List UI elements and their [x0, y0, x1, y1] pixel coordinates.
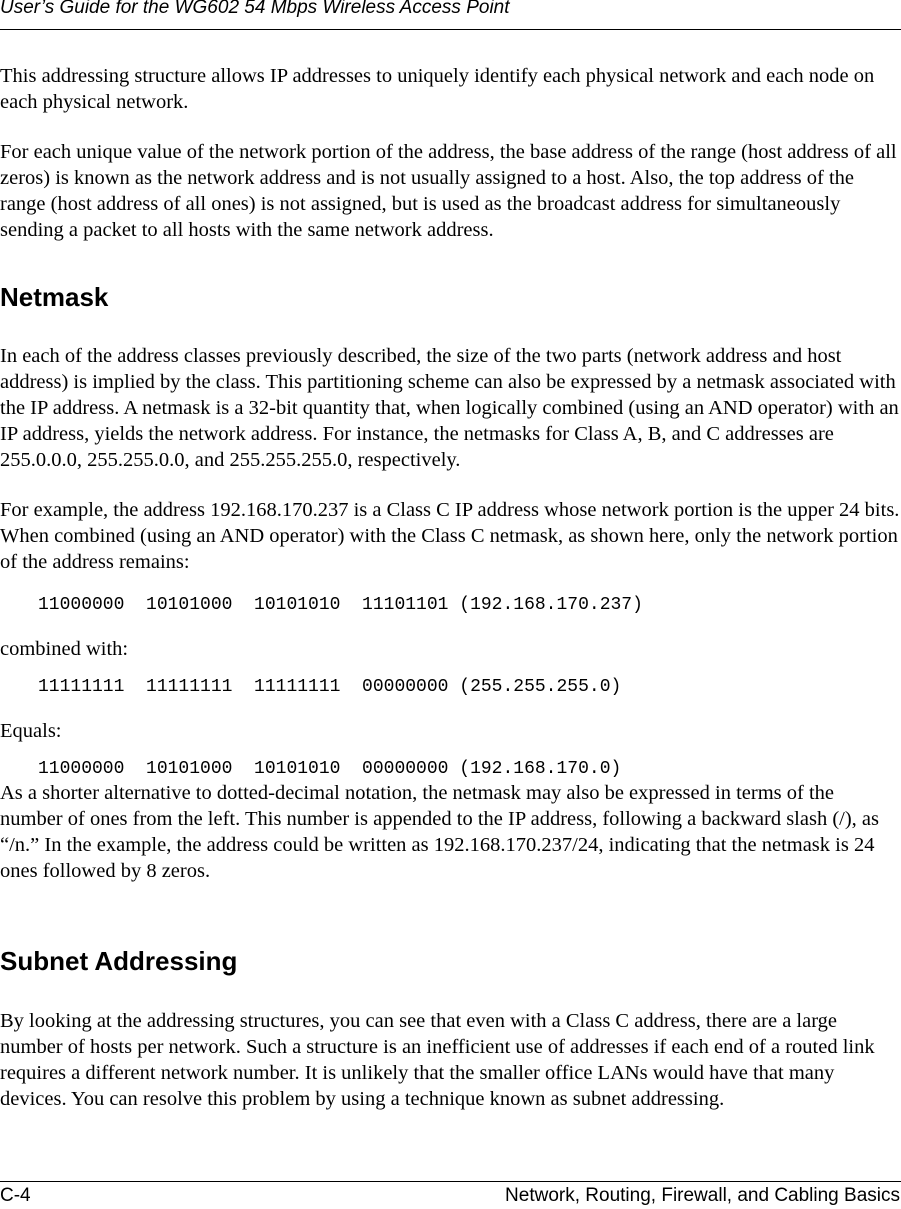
heading-netmask: Netmask: [0, 282, 109, 312]
code-netmask: 11111111 11111111 11111111 00000000 (255.255.255.0): [38, 677, 622, 697]
paragraph-netmask-definition: In each of the address classes previously described, the size of the two parts (network address and host address) is implied by the class. This partitioning scheme can also be expressed by a netmask associated with the IP address. A netmask is a 32-bit quantity that, when logically combined (using an AND operator) with an IP address, yields the network address. For instance, the netmasks for Class A, B, and C addresses are 255.0.0.0, 255.255.0.0, and 255.255.255.0, respectively.: [0, 345, 899, 471]
paragraph-slash-notation: As a shorter alternative to dotted-decimal notation, the netmask may also be expressed in terms of the number of ones from the left. This number is appended to the IP address, following a backward slash (/), as “/n.” In the example, the address could be written as 192.168.170.237/24, indicating that the netmask is 24 ones followed by 8 zeros.: [0, 782, 880, 882]
footer-page-number: C-4: [0, 1185, 31, 1206]
footer-section-title: Network, Routing, Firewall, and Cabling Basics: [505, 1185, 900, 1206]
header-rule: [0, 29, 901, 30]
paragraph-netmask-example: For example, the address 192.168.170.237 is a Class C IP address whose network portion is the upper 24 bits. When combined (using an AND operator) with the Class C netmask, as shown here, only the network portion of the address remains:: [0, 499, 900, 573]
footer-rule: [0, 1181, 901, 1182]
paragraph-addressing-structure: This addressing structure allows IP addresses to uniquely identify each physical network and each node on each physical network.: [0, 65, 875, 113]
code-ip-address: 11000000 10101000 10101010 11101101 (192.168.170.237): [38, 595, 643, 615]
label-combined-with: combined with:: [0, 638, 129, 660]
header-title: User’s Guide for the WG602 54 Mbps Wireless Access Point: [0, 0, 510, 18]
label-equals: Equals:: [0, 720, 62, 742]
heading-subnet-addressing: Subnet Addressing: [0, 946, 238, 976]
paragraph-subnet-addressing: By looking at the addressing structures, you can see that even with a Class C address, there are a large number of hosts per network. Such a structure is an inefficient use of addresses if each end of a routed link requires a different network number. It is unlikely that the smaller office LANs would have that many devices. You can resolve this problem by using a technique known as subnet addressing.: [0, 1010, 875, 1110]
code-network-address: 11000000 10101000 10101010 00000000 (192.168.170.0): [38, 759, 622, 779]
paragraph-network-address: For each unique value of the network portion of the address, the base address of the range (host address of all zeros) is known as the network address and is not usually assigned to a host. Also, the top address of the range (host address of all ones) is not assigned, but is used as the broadcast address for simultaneously sending a packet to all hosts with the same network address.: [0, 141, 897, 241]
